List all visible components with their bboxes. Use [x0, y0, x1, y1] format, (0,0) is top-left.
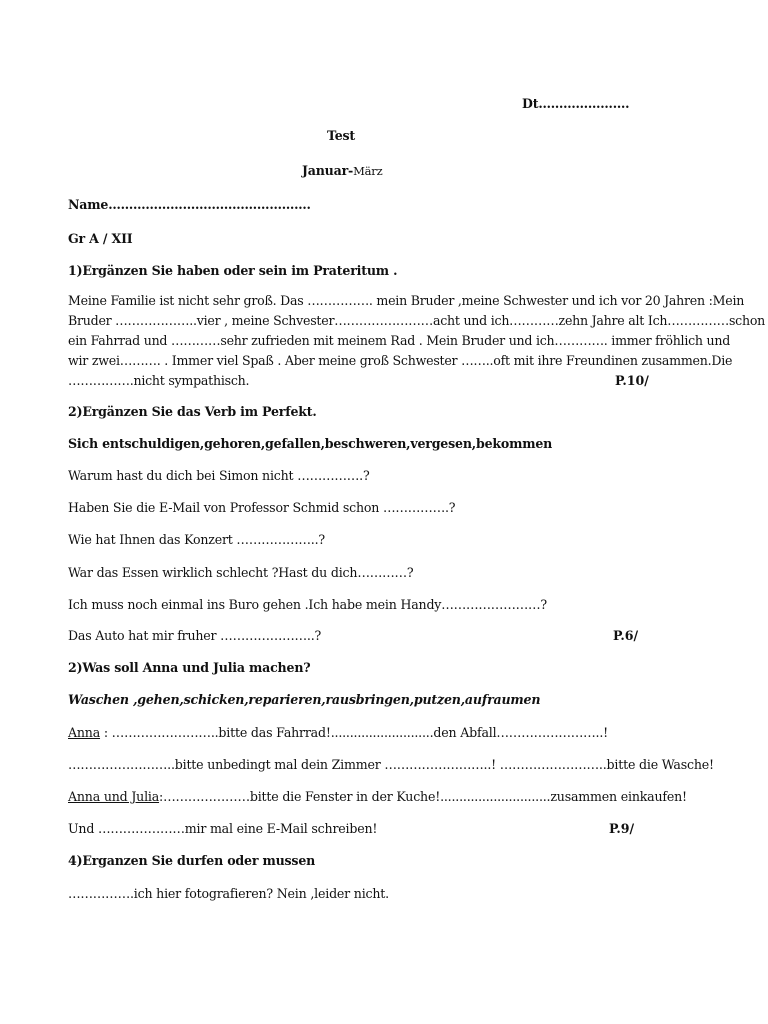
section2-item: Warum hast du dich bei Simon nicht …………….? — [68, 468, 370, 483]
section3-points: P.9/ — [609, 821, 635, 836]
section1-line: ein Fahrrad und …………sehr zufrieden mit meinem Rad . Mein Bruder und ich…………. immer fröhlich und — [68, 333, 731, 348]
section2-item: Wie hat Ihnen das Konzert ………………..? — [68, 532, 325, 547]
section3-line-anna-text: : ……………………..bitte das Fahrrad!...........................den Abfall……………………..! — [100, 725, 609, 740]
test-title: Test — [327, 128, 356, 143]
section2-item: Haben Sie die E-Mail von Professor Schmid schon …………….? — [68, 500, 456, 515]
section3-line: Und …………………mir mal eine E-Mail schreiben! — [68, 821, 378, 836]
section3-line: ……………………..bitte unbedingt mal dein Zimmer ……………………..! ……………………..bitte die Wasche! — [68, 757, 714, 772]
group-label: Gr A / XII — [68, 231, 133, 246]
section3-verb-list: Waschen ,gehen,schicken,reparieren,rausbringen,putzen,aufraumen — [68, 692, 541, 707]
section3-heading: 2)Was soll Anna und Julia machen? — [68, 660, 311, 675]
section4-item: …………….ich hier fotografieren? Nein ,leider nicht. — [68, 886, 389, 901]
anna-label: Anna — [68, 725, 101, 740]
section2-points: P.6/ — [613, 628, 639, 643]
section1-paragraph — [68, 291, 766, 391]
section2-item: Das Auto hat mir fruher …………………..? — [68, 628, 322, 643]
section2-item: War das Essen wirklich schlecht ?Hast du dich…………? — [68, 565, 414, 580]
section1-heading: 1)Ergänzen Sie haben oder sein im Prateritum . — [68, 263, 398, 278]
section3-line-anna-julia — [68, 788, 687, 806]
section2-item: Ich muss noch einmal ins Buro gehen .Ich habe mein Handy……………………? — [68, 597, 547, 612]
period-start: Januar- — [302, 163, 354, 178]
name-field: Name…………………………………………. — [68, 197, 311, 212]
date-field: Dt…………………. — [522, 96, 630, 111]
section1-line: Meine Familie ist nicht sehr groß. Das ……………. mein Bruder ,meine Schwester und ich vor 20 Jahren :Mein — [68, 293, 745, 308]
anna-julia-label: Anna und Julia — [68, 789, 160, 804]
section3-line-anna — [68, 724, 608, 742]
section1-line: wir zwei………. . Immer viel Spaß . Aber meine groß Schwester ……..oft mit ihre Freundinen zusammen.Die — [68, 353, 733, 368]
section4-heading: 4)Erganzen Sie durfen oder mussen — [68, 853, 316, 868]
section1-points: P.10/ — [615, 373, 649, 388]
period-end: März — [353, 164, 383, 178]
section1-line: …………….nicht sympathisch. — [68, 373, 250, 388]
section2-verb-list: Sich entschuldigen,gehoren,gefallen,beschweren,vergesen,bekommen — [68, 436, 553, 451]
section1-line: Bruder ………………..vier , meine Schvester……………………acht und ich…………zehn Jahre alt Ich……………schon — [68, 313, 766, 328]
section2-heading: 2)Ergänzen Sie das Verb im Perfekt. — [68, 404, 317, 419]
section3-line-anna-julia-text: :…………………bitte die Fenster in der Kuche!.............................zusammen einkaufen! — [159, 789, 687, 804]
test-period — [302, 162, 382, 180]
